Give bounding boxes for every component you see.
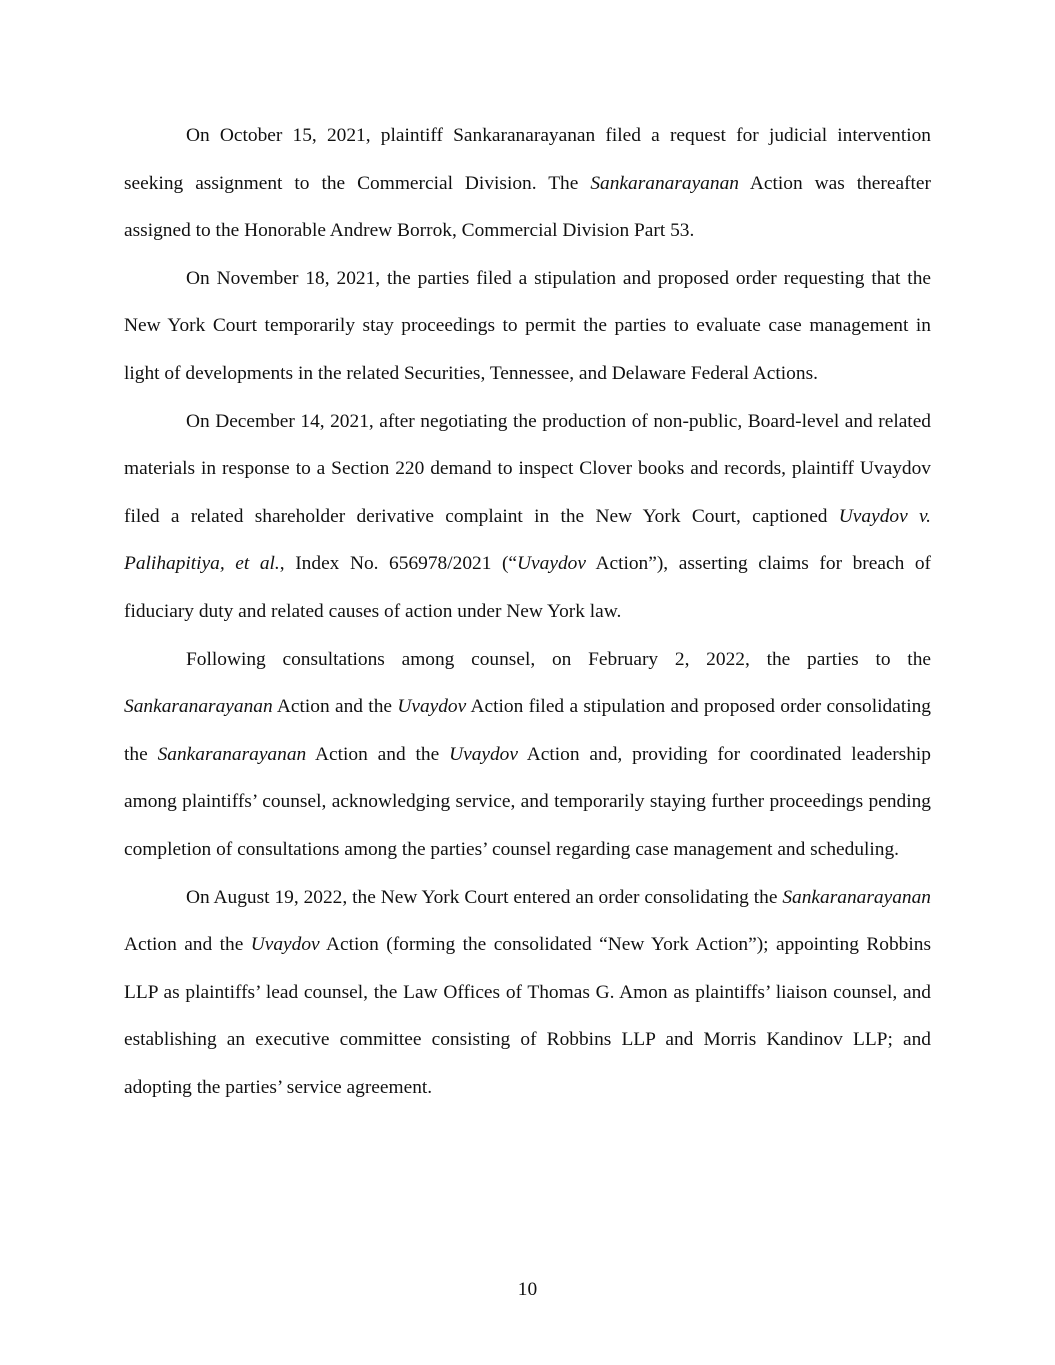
text-segment: Action was thereafter assigned to the Honorable Andrew Borrok, Commercial Division Part 53. [124, 172, 931, 242]
text-segment: Action filed a stipulation and proposed order consolidating the [124, 696, 931, 765]
case-name-italic: Uvaydov [517, 553, 586, 575]
case-name-italic: Uvaydov [449, 743, 518, 765]
text-segment: Action and the [306, 743, 450, 765]
text-segment: Action”), asserting claims for breach of fiduciary duty and related causes of action under New York law. [124, 553, 931, 622]
case-name-italic: Uvaydov [397, 696, 467, 718]
case-name-italic: Sankaranarayanan [590, 172, 739, 194]
text-segment: On December 14, 2021, after negotiating the production of non-public, Board-level and related materials in response to a Section 220 demand to inspect Clover books and records, plaintiff Uvaydov filed a related shareholder derivative complaint in the New York Court, captioned [124, 410, 931, 527]
case-name-italic: Sankaranarayanan [157, 743, 307, 765]
paragraph [124, 398, 931, 636]
case-name-italic: Sankaranarayanan [124, 696, 273, 718]
page-number: 10 [517, 1279, 538, 1300]
paragraph [124, 112, 931, 255]
text-segment: Action and, providing for coordinated leadership among plaintiffs’ counsel, acknowledging service, and temporarily staying further proceedings pending completion of consultations among the parties’ counsel regarding case management and scheduling. [124, 743, 931, 860]
case-name-italic: Uvaydov [250, 934, 320, 956]
text-segment: On October 15, 2021, plaintiff Sankaranarayanan filed a request for judicial intervention seeking assignment to the Commercial Division. The [124, 125, 931, 194]
paragraph [124, 636, 931, 874]
text-segment: Action and the [124, 934, 251, 956]
paragraph [124, 874, 931, 1112]
text-segment: Action (forming the consolidated “New York Action”); appointing Robbins LLP as plaintiffs’ lead counsel, the Law Offices of Thomas G. Amon as plaintiffs’ liaison counsel, and establishing an executive committee consisting of Robbins LLP and Morris Kandinov LLP; and adopting the parties’ service agreement. [124, 934, 931, 1098]
text-segment: On November 18, 2021, the parties filed a stipulation and proposed order requesting that the New York Court temporarily stay proceedings to permit the parties to evaluate case management in light of developments in the related Securities, Tennessee, and Delaware Federal Actions. [124, 267, 931, 384]
document-body [124, 112, 931, 1111]
text-segment: Action and the [272, 696, 398, 718]
text-segment: , Index No. 656978/2021 (“ [279, 553, 518, 575]
case-caption-italic: Uvaydov v. Palihapitiya, et al. [124, 505, 931, 575]
text-segment: Following consultations among counsel, on February 2, 2022, the parties to the [186, 648, 931, 670]
paragraph [124, 255, 931, 398]
text-segment: On August 19, 2022, the New York Court entered an order consolidating the [186, 886, 783, 908]
case-name-italic: Sankaranarayanan [782, 886, 931, 908]
